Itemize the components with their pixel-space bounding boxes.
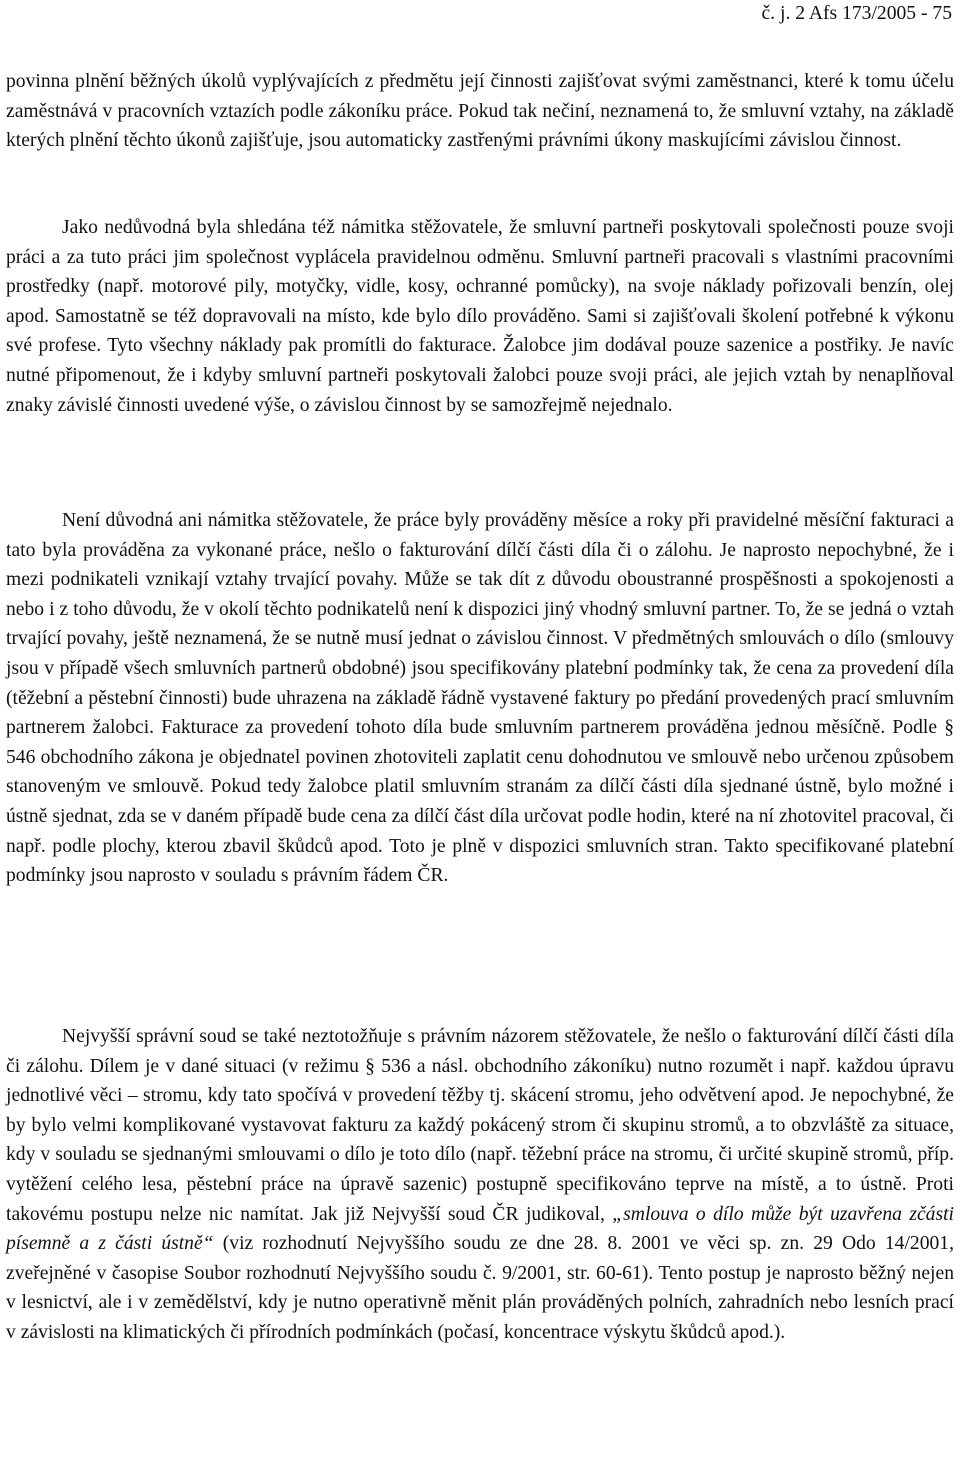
paragraph-objection-invoicing: Není důvodná ani námitka stěžovatele, že práce byly prováděny měsíce a roky při pravidelné měsíční fakturaci a tato byla prováděna za vykonané práce, nešlo o fakturování dílčí části díla či o zálohu. Je naprosto nepochybné, že i mezi podnikateli vznikají vztahy trvající povahy. Může se tak dít z důvodu oboustranné prospěšnosti a spokojenosti a nebo i z toho důvodu, že v okolí těchto podnikatelů není k dispozici jiný vhodný smluvní partner. To, že se jedná o vztah trvající povahy, ještě neznamená, že se nutně musí jednat o závislou činnost. V předmětných smlouvách o dílo (smlouvy jsou v případě všech smluvních partnerů obdobné) jsou specifikovány platební podmínky tak, že cena za provedení díla (těžební a pěstební činnosti) bude uhrazena na základě řádně vystavené faktury po předání provedených prací smluvním partnerem žalobci. Fakturace za provedení tohoto díla bude smluvním partnerem prováděna jednou měsíčně. Podle § 546 obchodního zákona je objednatel povinen zhotoviteli zaplatit cenu dohodnutou ve smlouvě nebo určenou způsobem stanoveným ve smlouvě. Pokud tedy žalobce platil smluvním stranám za dílčí části díla sjednané ústně, bylo možné i ústně sjednat, zda se v daném případě bude cena za dílčí část díla určovat podle hodin, které na ní zhotovitel pracoval, či např. podle plochy, kterou zbavil škůdců apod. Toto je plně v dispozici smluvních stran. Takto specifikované platební podmínky jsou naprosto v souladu s právním řádem ČR. [6, 510, 954, 887]
paragraph-text-before-quote: Nejvyšší správní soud se také neztotožňuje s právním názorem stěžovatele, že nešlo o fakturování dílčí části díla či zálohu. Dílem je v dané situaci (v režimu § 536 a násl. obchodního zákoníku) nutno rozumět i např. každou úpravu jednotlivé věci – stromu, kdy tato spočívá v provedení těžby tj. skácení stromu, jeho odvětvení apod. Je nepochybné, že by bylo velmi komplikované vystavovat fakturu za každý pokácený strom či skupinu stromů, a to obzvláště za situace, kdy v souladu se sjednanými smlouvami o dílo je toto dílo (např. těžební práce na stromu, či určité skupině stromů, příp. vytěžení celého lesa, pěstební práce na úpravě sazenic) postupně specifikováno teprve na místě, a to ústně. Proti takovému postupu nelze nic namítat. Jak již Nejvyšší soud ČR judikoval, [6, 1026, 954, 1225]
paragraph-objection-work-only: Jako nedůvodná byla shledána též námitka stěžovatele, že smluvní partneři poskytovali společnosti pouze svoji práci a za tuto práci jim společnost vyplácela pravidelnou odměnu. Smluvní partneři pracovali s vlastními pracovními prostředky (např. motorové pily, motyčky, vidle, kosy, ochranné pomůcky), na svoje náklady pořizovali benzín, olej apod. Samostatně se též dopravovali na místo, kde bylo dílo prováděno. Sami si zajišťovali školení potřebné k výkonu své profese. Tyto všechny náklady pak promítli do fakturace. Žalobce jim dodával pouze sazenice a postřiky. Je navíc nutné připomenout, že i kdyby smluvní partneři poskytovali žalobci pouze svoji práci, ale jejich vztah by nenaplňoval znaky závislé činnosti uvedené výše, o závislou činnost by se samozřejmě nejednalo. [6, 217, 954, 416]
paragraph-continuation: povinna plnění běžných úkolů vyplývajících z předmětu její činnosti zajišťovat svými zaměstnanci, které k tomu účelu zaměstnává v pracovních vztazích podle zákoníku práce. Pokud tak nečiní, neznamená to, že smluvní vztahy, na základě kterých plnění těchto úkonů zajišťuje, jsou automaticky zastřenými právními úkony maskujícími závislou činnost. [6, 71, 954, 152]
court-quote: „smlouva o dílo může být uzavřena zčásti písemně a z části ústně“ [6, 1203, 954, 1255]
paragraph-text-after-quote: (viz rozhodnutí Nejvyššího soudu ze dne 28. 8. 2001 ve věci sp. zn. 29 Odo 14/2001, zveřejněné v časopise Soubor rozhodnutí Nejvyššího soudu č. 9/2001, str. 60-61). Tento postup je naprosto běžný nejen v lesnictví, ale i v zemědělství, kdy je nutno operativně měnit plán prováděných polních, zahradních nebo lesních prací v závislosti na klimatických či přírodních podmínkách (počasí, koncentrace výskytu škůdců apod.). [6, 1233, 954, 1343]
paragraph-partial-invoicing [6, 1022, 954, 1348]
case-reference: č. j. 2 Afs 173/2005 - 75 [761, 3, 952, 24]
